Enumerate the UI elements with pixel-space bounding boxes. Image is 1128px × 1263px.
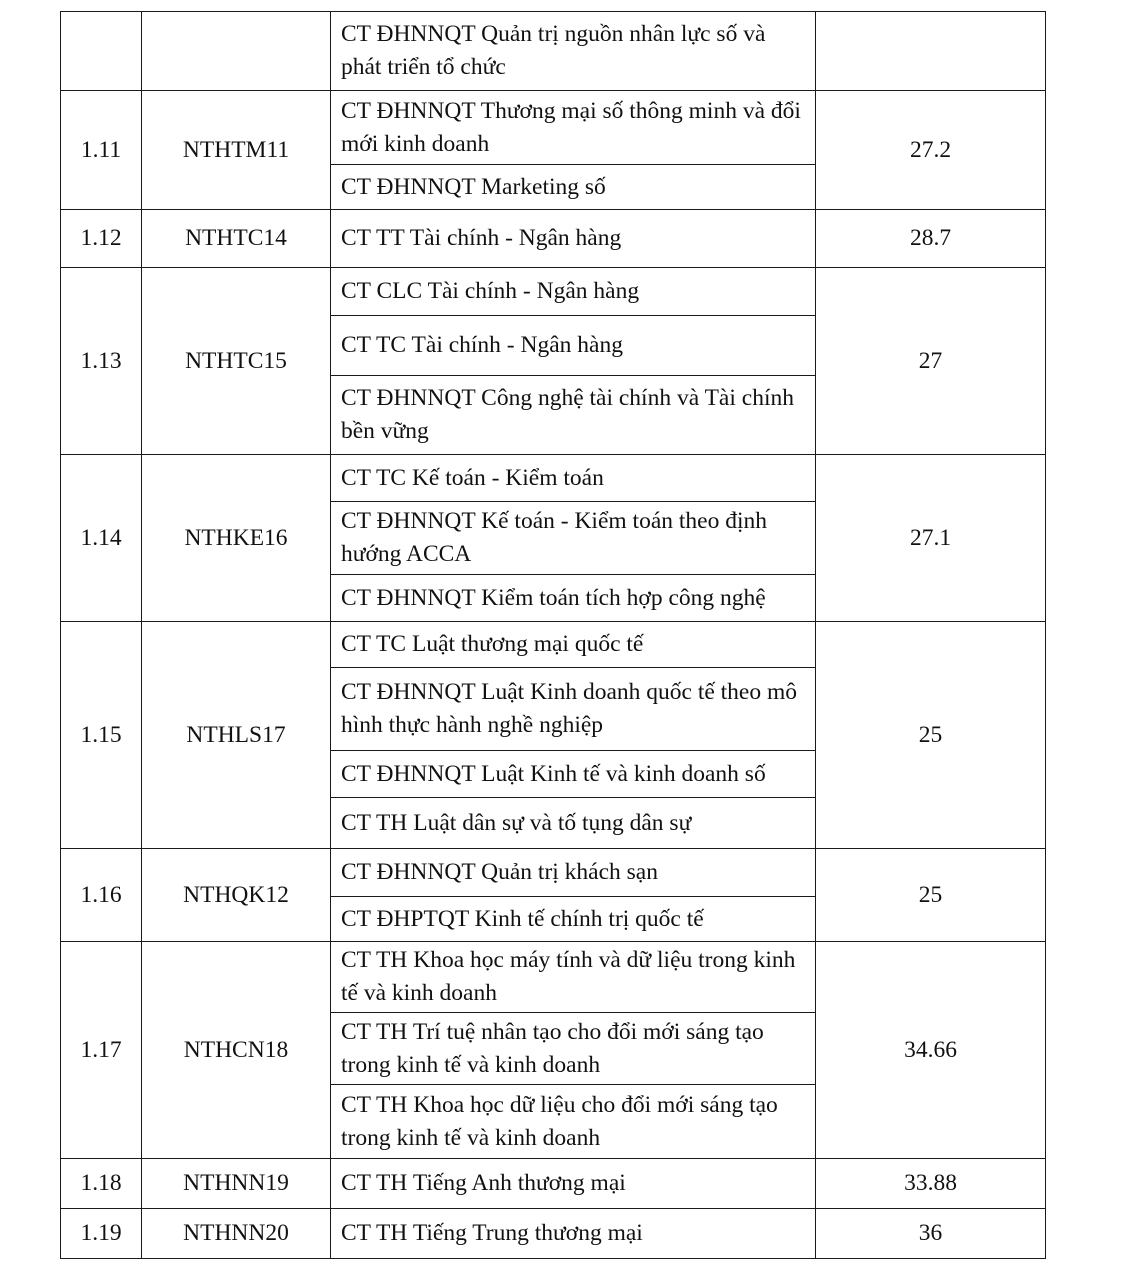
program-name: CT ĐHNNQT Công nghệ tài chính và Tài chính bền vững — [331, 376, 816, 455]
row-number: 1.14 — [61, 455, 142, 622]
program-name: CT TH Tiếng Anh thương mại — [331, 1159, 816, 1209]
table-row — [61, 455, 1046, 502]
row-number: 1.11 — [61, 91, 142, 210]
admission-code: NTHQK12 — [142, 849, 331, 942]
cutoff-score: 25 — [816, 849, 1046, 942]
admission-code: NTHNN20 — [142, 1209, 331, 1259]
table-row — [61, 210, 1046, 268]
admission-code: NTHTC14 — [142, 210, 331, 268]
row-number: 1.16 — [61, 849, 142, 942]
admission-code: NTHNN19 — [142, 1159, 331, 1209]
program-name: CT TT Tài chính - Ngân hàng — [331, 210, 816, 268]
cutoff-score: 27.2 — [816, 91, 1046, 210]
admission-table — [60, 11, 1046, 1259]
cutoff-score: 27.1 — [816, 455, 1046, 622]
cutoff-score: 25 — [816, 622, 1046, 849]
program-name: CT ĐHNNQT Thương mại số thông minh và đổi mới kinh doanh — [331, 91, 816, 165]
table-row — [61, 1159, 1046, 1209]
program-name: CT TC Luật thương mại quốc tế — [331, 622, 816, 668]
row-number: 1.12 — [61, 210, 142, 268]
admission-code: NTHTM11 — [142, 91, 331, 210]
program-name: CT TH Khoa học máy tính và dữ liệu trong kinh tế và kinh doanh — [331, 942, 816, 1013]
program-name: CT TH Luật dân sự và tố tụng dân sự — [331, 798, 816, 849]
admission-code: NTHCN18 — [142, 942, 331, 1159]
row-number: 1.18 — [61, 1159, 142, 1209]
program-name: CT ĐHNNQT Quản trị nguồn nhân lực số và phát triển tổ chức — [331, 12, 816, 91]
cutoff-score: 28.7 — [816, 210, 1046, 268]
program-name: CT ĐHNNQT Marketing số — [331, 165, 816, 210]
program-name: CT ĐHPTQT Kinh tế chính trị quốc tế — [331, 897, 816, 942]
cutoff-score: 36 — [816, 1209, 1046, 1259]
row-number: 1.17 — [61, 942, 142, 1159]
row-number: 1.19 — [61, 1209, 142, 1259]
program-name: CT TH Trí tuệ nhân tạo cho đổi mới sáng tạo trong kinh tế và kinh doanh — [331, 1013, 816, 1085]
program-name: CT ĐHNNQT Kế toán - Kiểm toán theo định hướng ACCA — [331, 502, 816, 575]
row-number — [61, 12, 142, 91]
cutoff-score: 34.66 — [816, 942, 1046, 1159]
program-name: CT TH Tiếng Trung thương mại — [331, 1209, 816, 1259]
program-name: CT ĐHNNQT Quản trị khách sạn — [331, 849, 816, 897]
program-name: CT ĐHNNQT Kiểm toán tích hợp công nghệ — [331, 575, 816, 622]
row-number: 1.13 — [61, 268, 142, 455]
cutoff-score — [816, 12, 1046, 91]
table-row — [61, 622, 1046, 668]
admission-code: NTHKE16 — [142, 455, 331, 622]
table-row — [61, 12, 1046, 91]
admission-table-body — [61, 12, 1046, 1259]
program-name: CT TC Kế toán - Kiểm toán — [331, 455, 816, 502]
admission-code: NTHTC15 — [142, 268, 331, 455]
program-name: CT TH Khoa học dữ liệu cho đổi mới sáng tạo trong kinh tế và kinh doanh — [331, 1085, 816, 1159]
cutoff-score: 27 — [816, 268, 1046, 455]
program-name: CT ĐHNNQT Luật Kinh doanh quốc tế theo mô hình thực hành nghề nghiệp — [331, 668, 816, 751]
table-row — [61, 268, 1046, 316]
program-name: CT TC Tài chính - Ngân hàng — [331, 316, 816, 376]
admission-code: NTHLS17 — [142, 622, 331, 849]
cutoff-score: 33.88 — [816, 1159, 1046, 1209]
table-row — [61, 1209, 1046, 1259]
table-row — [61, 942, 1046, 1013]
row-number: 1.15 — [61, 622, 142, 849]
table-row — [61, 849, 1046, 897]
program-name: CT CLC Tài chính - Ngân hàng — [331, 268, 816, 316]
program-name: CT ĐHNNQT Luật Kinh tế và kinh doanh số — [331, 751, 816, 798]
admission-code — [142, 12, 331, 91]
table-row — [61, 91, 1046, 165]
